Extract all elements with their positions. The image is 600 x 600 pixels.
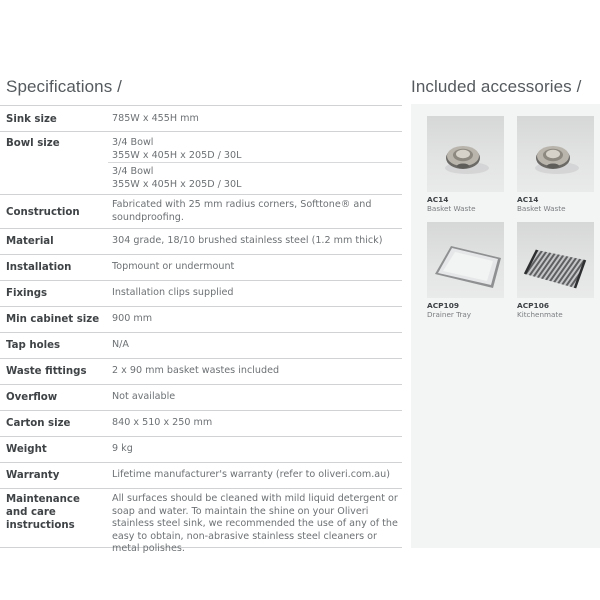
spec-label: Min cabinet size <box>6 314 100 325</box>
spec-label: Weight <box>6 444 47 455</box>
spec-row-sink-size <box>0 105 402 131</box>
spec-row-installation <box>0 254 402 280</box>
spec-value: Not available <box>112 391 176 402</box>
spec-label: Sink size <box>6 114 57 125</box>
spec-row-construction <box>0 194 402 228</box>
spec-row-maintenance <box>0 488 402 554</box>
accessory-card <box>517 222 595 319</box>
basket-waste-image <box>517 116 594 192</box>
spec-row-bowl-size <box>0 131 402 194</box>
spec-value: 304 grade, 18/10 brushed stainless steel (1.2 mm thick) <box>112 235 383 246</box>
spec-row-warranty <box>0 462 402 488</box>
spec-value: 3/4 Bowl 355W x 405H x 205D / 30L <box>112 137 242 161</box>
spec-value: Installation clips supplied <box>112 287 234 298</box>
spec-label: Installation <box>6 262 72 273</box>
specifications-heading: Specifications / <box>6 77 122 96</box>
spec-label: Warranty <box>6 470 60 481</box>
spec-value: N/A <box>112 339 129 350</box>
spec-value: 2 x 90 mm basket wastes included <box>112 365 280 376</box>
accessory-code: ACP109 <box>427 301 459 310</box>
spec-label: Waste fittings <box>6 366 87 377</box>
spec-label: Fixings <box>6 288 48 299</box>
accessory-card <box>427 222 505 319</box>
spec-label: Maintenance and care instructions <box>6 494 80 531</box>
spec-value: Lifetime manufacturer's warranty (refer to oliveri.com.au) <box>112 469 390 480</box>
accessory-name: Basket Waste <box>517 204 566 213</box>
spec-label: Overflow <box>6 392 58 403</box>
accessory-code: AC14 <box>427 195 449 204</box>
kitchenmate-image <box>517 222 594 298</box>
spec-row-overflow <box>0 384 402 410</box>
spec-row-tap-holes <box>0 332 402 358</box>
spec-label: Material <box>6 236 54 247</box>
spec-row-material <box>0 228 402 254</box>
accessory-card <box>517 116 595 213</box>
spec-row-min-cabinet-size <box>0 306 402 332</box>
spec-value: Topmount or undermount <box>112 261 235 272</box>
spec-value: All surfaces should be cleaned with mild liquid detergent or soap and water. To maintain the shine on your Oliveri stainless steel sink, we recommended the use of any of the easy to obtain, non-abrasive stainless steel cleaners or metal polishes. <box>112 493 398 554</box>
spec-row-fixings <box>0 280 402 306</box>
accessory-code: ACP106 <box>517 301 549 310</box>
spec-row-weight <box>0 436 402 462</box>
spec-row-waste-fittings <box>0 358 402 384</box>
spec-row-carton-size <box>0 410 402 436</box>
spec-label: Bowl size <box>6 138 60 149</box>
spec-label: Tap holes <box>6 340 61 351</box>
accessory-code: AC14 <box>517 195 539 204</box>
basket-waste-image <box>427 116 504 192</box>
spec-value: 900 mm <box>112 313 153 324</box>
bowl-sub-divider <box>108 162 402 163</box>
specifications-table <box>0 105 402 554</box>
spec-label: Construction <box>6 207 80 218</box>
spec-value: 3/4 Bowl 355W x 405H x 205D / 30L <box>112 166 242 190</box>
accessory-name: Drainer Tray <box>427 310 472 319</box>
spec-value: Fabricated with 25 mm radius corners, Softtone® and soundproofing. <box>112 199 372 223</box>
spec-value: 9 kg <box>112 443 133 454</box>
accessory-name: Basket Waste <box>427 204 476 213</box>
spec-value: 840 x 510 x 250 mm <box>112 417 213 428</box>
accessories-heading: Included accessories / <box>411 77 582 96</box>
spec-value: 785W x 455H mm <box>112 113 199 124</box>
accessory-name: Kitchenmate <box>517 310 563 319</box>
drainer-tray-image <box>427 222 504 298</box>
accessory-card <box>427 116 505 213</box>
spec-label: Carton size <box>6 418 71 429</box>
